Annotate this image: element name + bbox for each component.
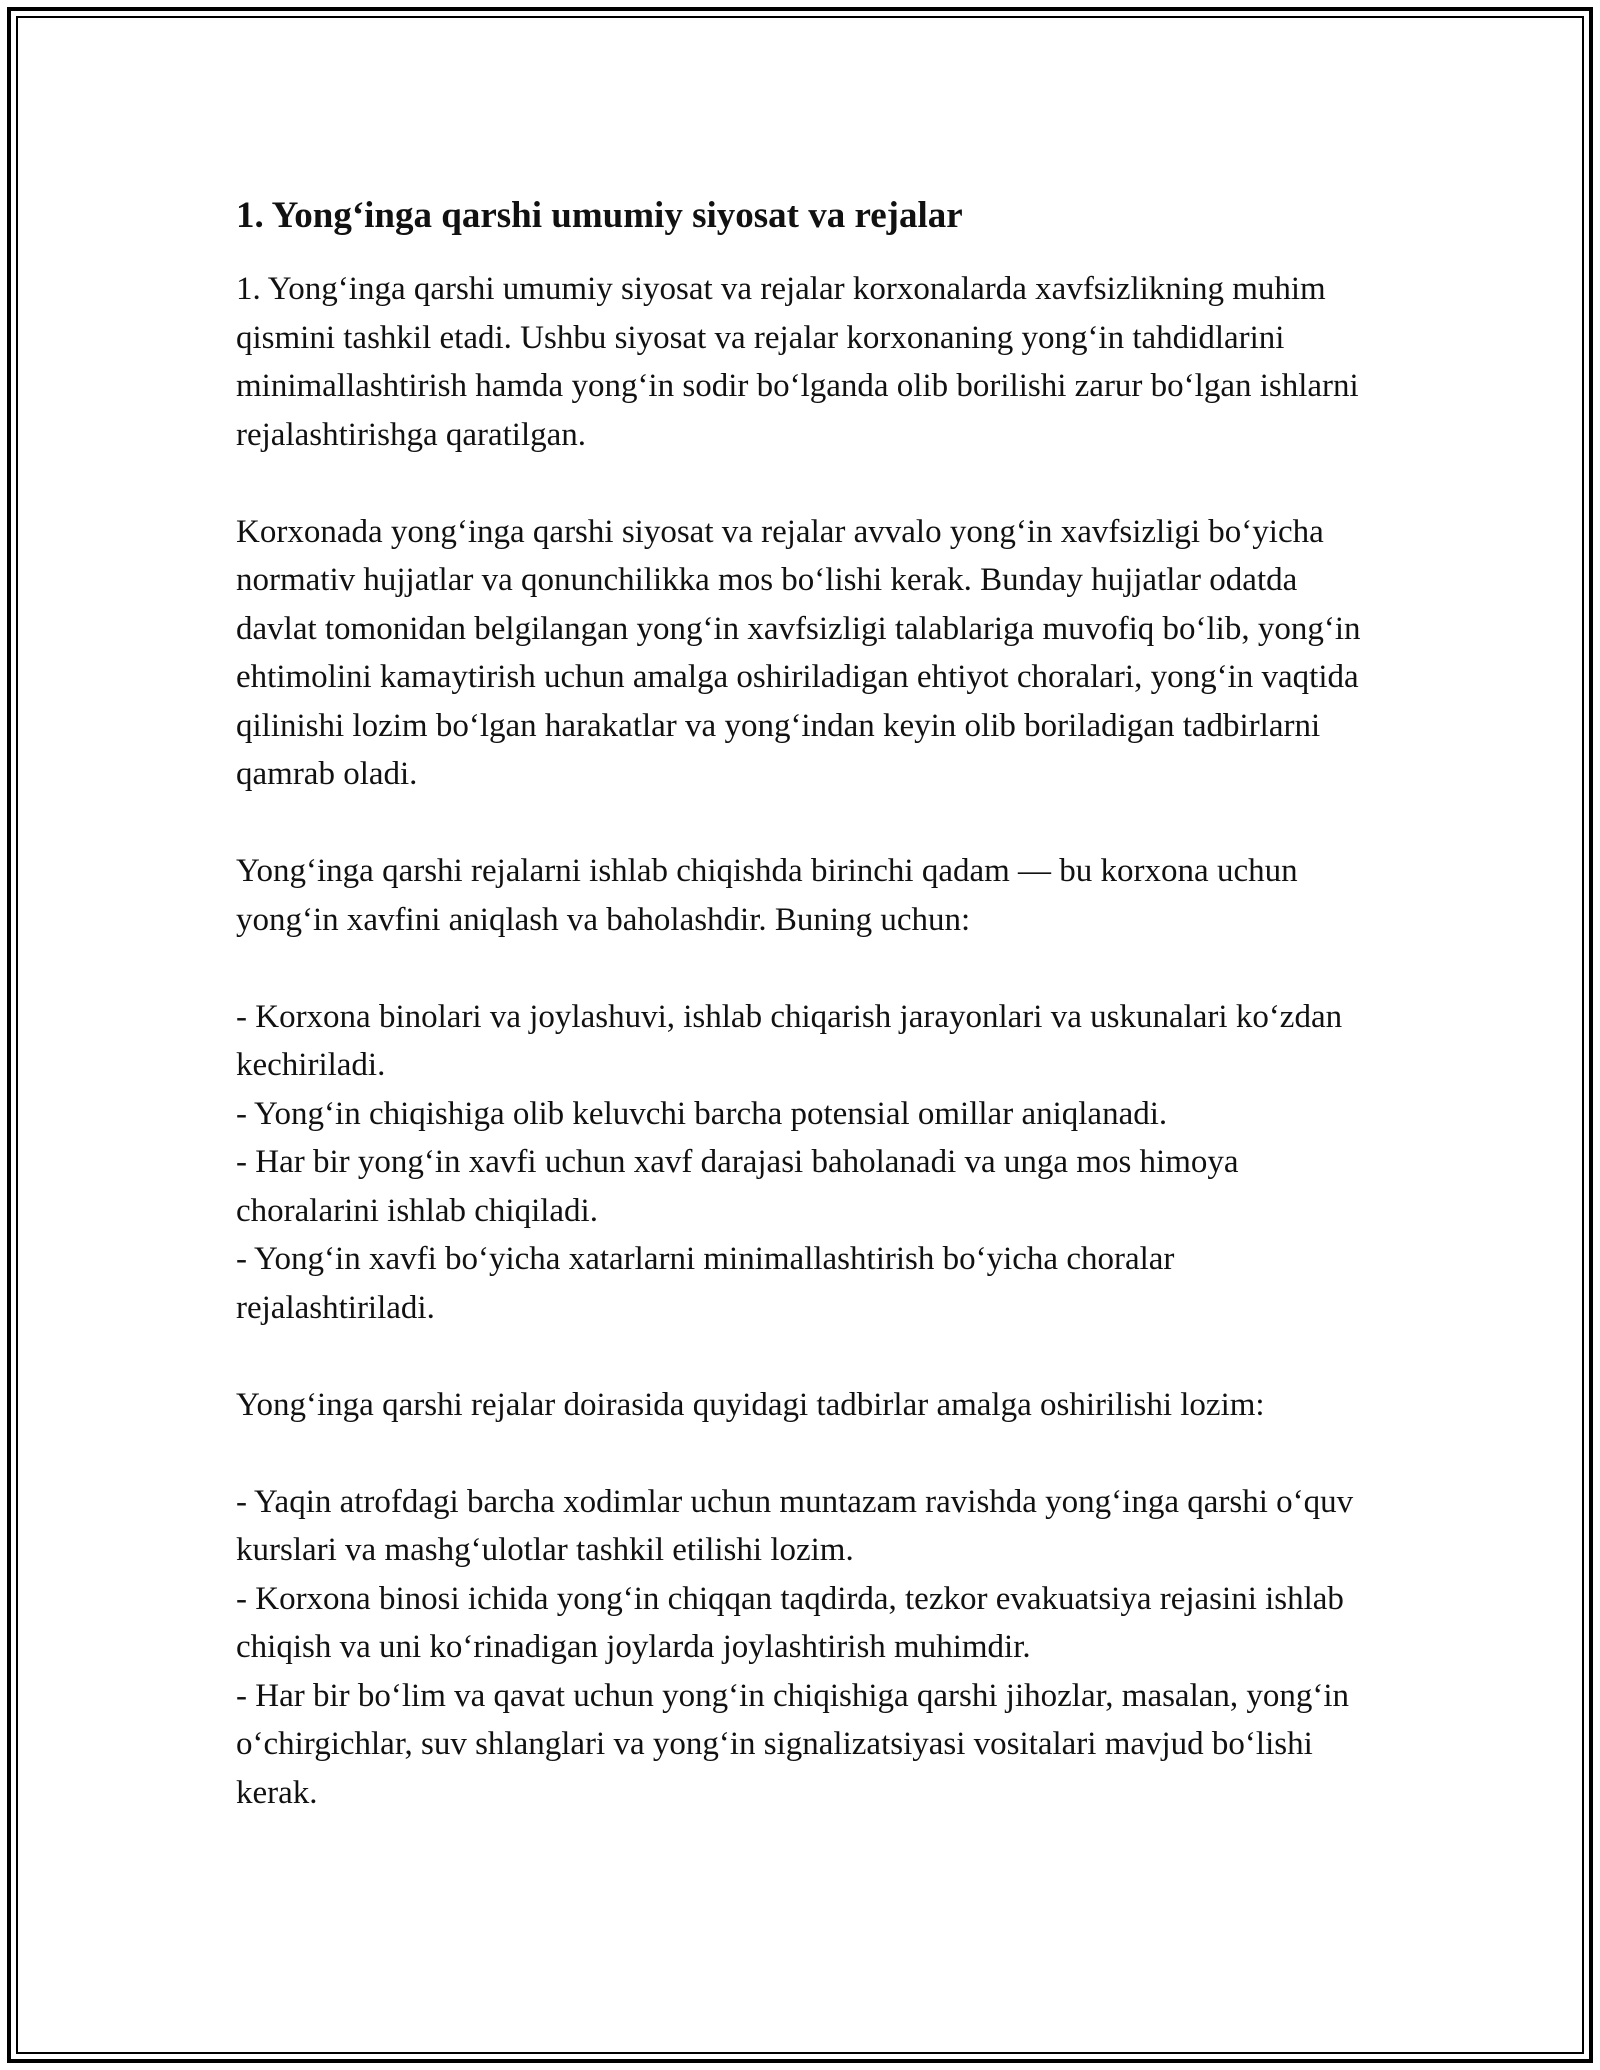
list-item: - Korxona binolari va joylashuvi, ishlab chiqarish jarayonlari va uskunalari ko‘zdan kechiriladi.: [236, 998, 1343, 1083]
document-body: [236, 182, 1376, 1817]
list-item: - Yong‘in chiqishiga olib keluvchi barcha potensial omillar aniqlanadi.: [236, 1095, 1168, 1132]
list-item: - Yaqin atrofdagi barcha xodimlar uchun muntazam ravishda yong‘inga qarshi o‘quv kurslari va mashg‘ulotlar tashkil etilishi lozim.: [236, 1483, 1354, 1568]
paragraph-regulations: Korxonada yong‘inga qarshi siyosat va rejalar avvalo yong‘in xavfsizligi bo‘yicha normativ hujjatlar va qonunchilikka mos bo‘lishi kerak. Bunday hujjatlar odatda davlat tomonidan belgilangan yong‘in xavfsizligi talablariga muvofiq bo‘lib, yong‘in ehtimolini kamaytirish uchun amalga oshiriladigan ehtiyot choralari, yong‘in vaqtida qilinishi lozim bo‘lgan harakatlar va yong‘indan keyin olib boriladigan tadbirlarni qamrab oladi.: [236, 513, 1361, 792]
list-item: - Korxona binosi ichida yong‘in chiqqan taqdirda, tezkor evakuatsiya rejasini ishlab chiqish va uni ko‘rinadigan joylarda joylashtirish muhimdir.: [236, 1580, 1344, 1665]
risk-assessment-list: [236, 993, 1376, 1333]
list-item: - Har bir yong‘in xavfi uchun xavf darajasi baholanadi va unga mos himoya choralarini ishlab chiqiladi.: [236, 1144, 1239, 1229]
paragraph-first-step: Yong‘inga qarshi rejalarni ishlab chiqishda birinchi qadam — bu korxona uchun yong‘in xavfini aniqlash va baholashdir. Buning uchun:: [236, 853, 1298, 938]
list-item: - Har bir bo‘lim va qavat uchun yong‘in chiqishiga qarshi jihozlar, masalan, yong‘in o‘chirgichlar, suv shlanglari va yong‘in signalizatsiyasi vositalari mavjud bo‘lishi kerak.: [236, 1677, 1350, 1811]
paragraph-intro: 1. Yong‘inga qarshi umumiy siyosat va rejalar korxonalarda xavfsizlikning muhim qismini tashkil etadi. Ushbu siyosat va rejalar korxonaning yong‘in tahdidlarini minimallashtirish hamda yong‘in sodir bo‘lganda olib borilishi zarur bo‘lgan ishlarni rejalashtirishga qaratilgan.: [236, 271, 1359, 453]
measures-list: [236, 1478, 1376, 1818]
paragraph-measures: Yong‘inga qarshi rejalar doirasida quyidagi tadbirlar amalga oshirilishi lozim:: [236, 1386, 1265, 1423]
section-heading: 1. Yong‘inga qarshi umumiy siyosat va rejalar: [236, 195, 963, 236]
list-item: - Yong‘in xavfi bo‘yicha xatarlarni minimallashtirish bo‘yicha choralar rejalashtiriladi.: [236, 1241, 1175, 1326]
